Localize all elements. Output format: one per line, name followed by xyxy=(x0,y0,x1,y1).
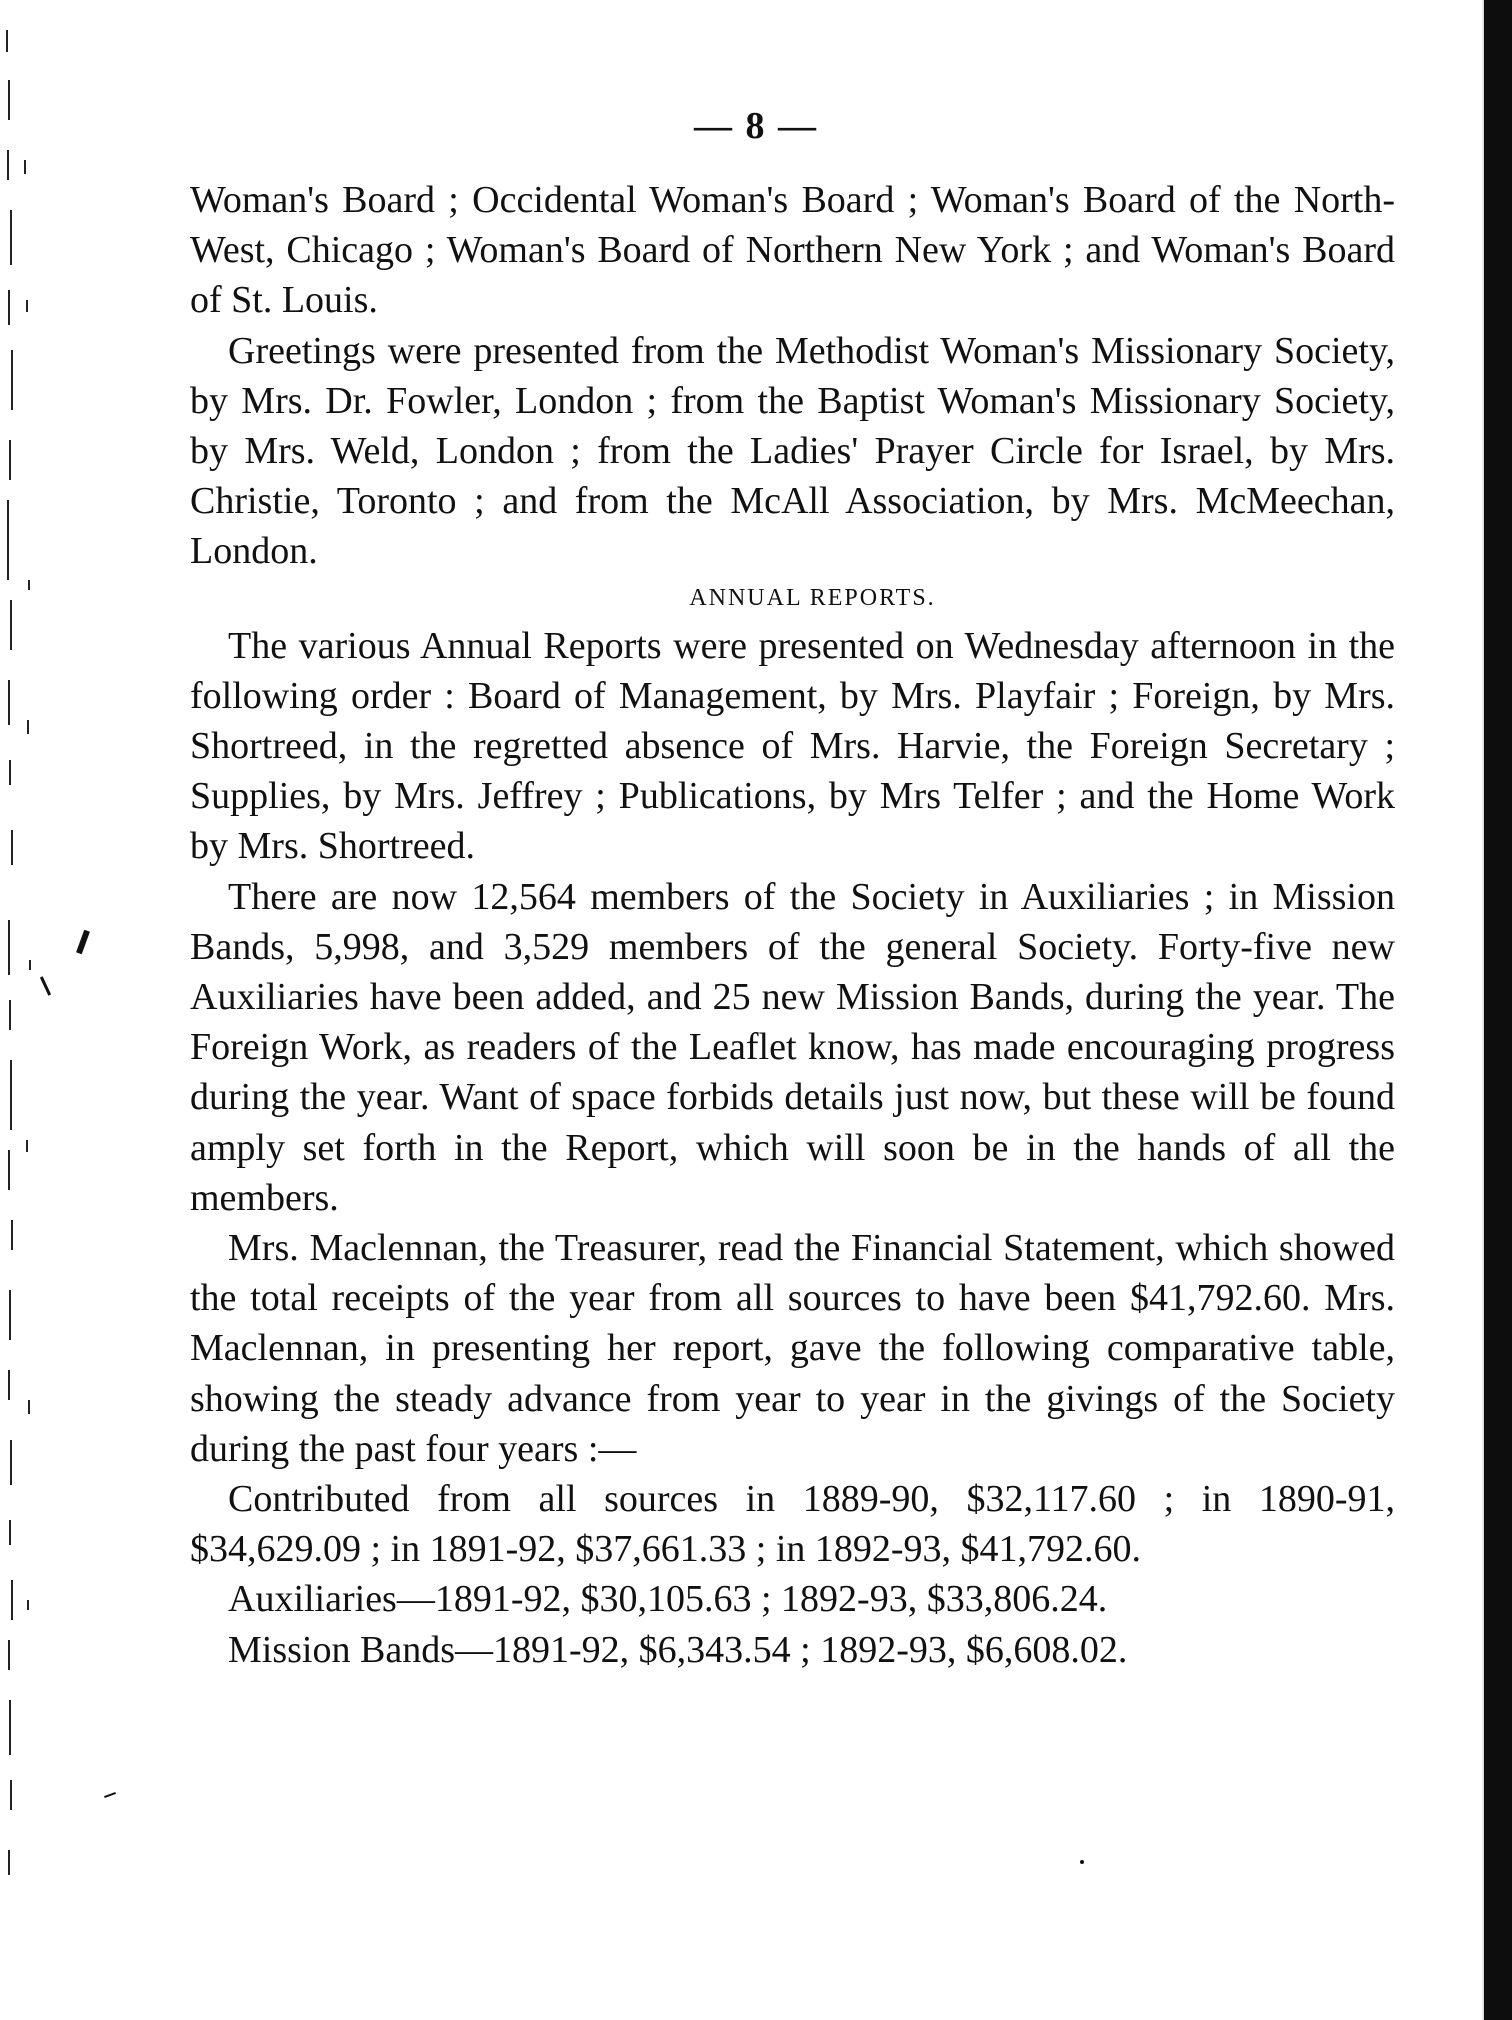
stray-mark xyxy=(76,930,90,955)
stray-mark xyxy=(1080,1860,1084,1864)
paragraph: Greetings were presented from the Methodist Woman's Missionary Society, by Mrs. Dr. Fowler, London ; from the Baptist Woman's Missionary Society, by Mrs. Weld, London ; from the Ladies' Prayer Circle for Israel, by Mrs. Christie, Toronto ; and from the McAll Association, by Mrs. McMeechan, London. xyxy=(190,329,1395,573)
paragraph: Contributed from all sources in 1889-90, $32,117.60 ; in 1890-91, $34,629.09 ; in 1891-92, $37,661.33 ; in 1892-93, $41,792.60. xyxy=(190,1478,1395,1571)
stat-line: Auxiliaries—1891-92, $30,105.63 ; 1892-93, $33,806.24. xyxy=(228,1578,1108,1621)
paragraph: Woman's Board ; Occidental Woman's Board ; Woman's Board of the North-West, Chicago ; Woman's Board of Northern New York ; and Woman's Board of St. Louis. xyxy=(190,179,1395,322)
binding-edge xyxy=(1484,0,1512,2020)
body-text xyxy=(190,175,1395,1675)
stat-line: Mission Bands—1891-92, $6,343.54 ; 1892-93, $6,608.02. xyxy=(228,1628,1128,1671)
stray-mark xyxy=(104,1792,116,1798)
paragraph: The various Annual Reports were presented on Wednesday afternoon in the following order : Board of Management, by Mrs. Playfair ; Foreign, by Mrs. Shortreed, in the regretted absence of Mrs. Harvie, the Foreign Secretary ; Supplies, by Mrs. Jeffrey ; Publications, by Mrs Telfer ; and the Home Work by Mrs. Shortreed. xyxy=(190,624,1395,868)
left-margin-specks xyxy=(0,0,60,2020)
page-number: — 8 — xyxy=(694,105,818,147)
section-heading: ANNUAL REPORTS. xyxy=(689,584,936,611)
paragraph: Mrs. Maclennan, the Treasurer, read the Financial Statement, which showed the total receipts of the year from all sources to have been $41,792.60. Mrs. Maclennan, in presenting her report, gave the following comparative table, showing the steady advance from year to year in the givings of the Society during the past four years :— xyxy=(190,1227,1395,1470)
paragraph: There are now 12,564 members of the Society in Auxiliaries ; in Mission Bands, 5,998, and 3,529 members of the general Society. Forty-five new Auxiliaries have been added, and 25 new Mission Bands, during the year. The Foreign Work, as readers of the Leaflet know, has made encouraging progress during the year. Want of space forbids details just now, but these will be found amply set forth in the Report, which will soon be in the hands of all the members. xyxy=(190,875,1395,1219)
